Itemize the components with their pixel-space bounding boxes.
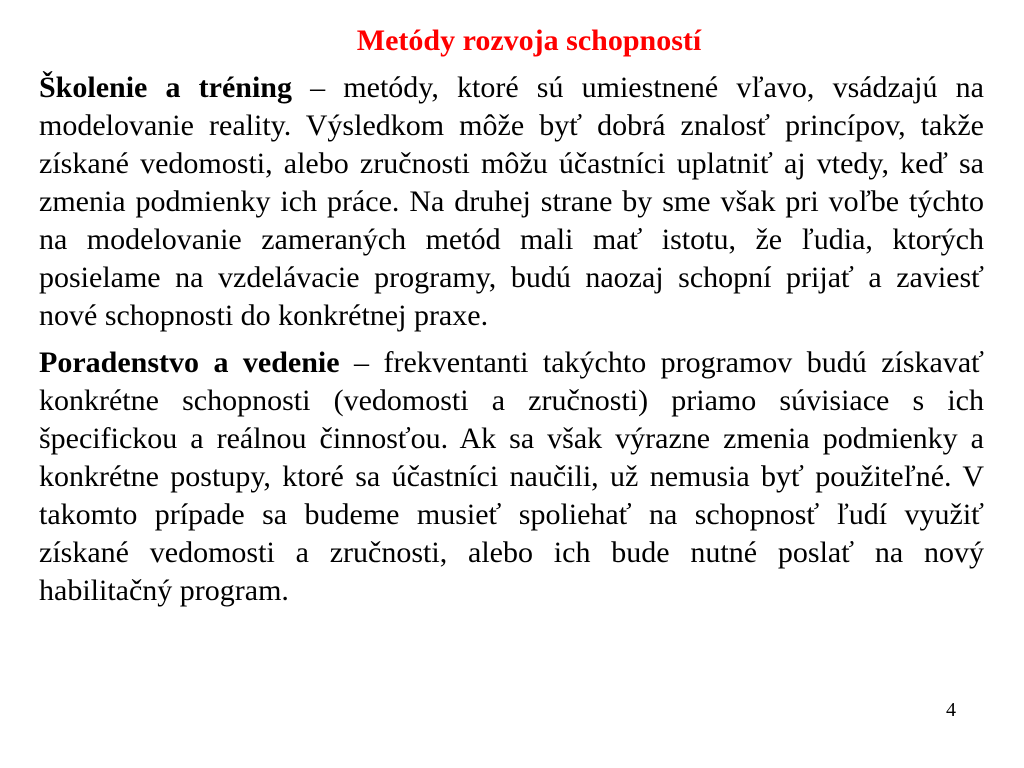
term-training: Školenie a tréning <box>39 71 292 104</box>
slide-number: 4 <box>946 699 956 721</box>
paragraph-training <box>39 69 984 335</box>
paragraph-counseling <box>39 344 984 610</box>
slide-body <box>39 69 984 619</box>
term-counseling: Poradenstvo a vedenie <box>39 346 340 379</box>
paragraph-training-text: – metódy, ktoré sú umiestnené vľavo, vsádzajú na modelovanie reality. Výsledkom môže byť dobrá znalosť princípov, takže získané vedomosti, alebo zručnosti môžu účastníci uplatniť aj vtedy, keď sa zmenia podmienky ich práce. Na druhej strane by sme však pri voľbe týchto na modelovanie zameraných metód mali mať istotu, že ľudia, ktorých posielame na vzdelávacie programy, budú naozaj schopní prijať a zaviesť nové schopnosti do konkrétnej praxe. <box>39 71 984 332</box>
slide-title: Metódy rozvoja schopností <box>356 24 702 57</box>
paragraph-counseling-text: – frekventanti takýchto programov budú získavať konkrétne schopnosti (vedomosti a zručnosti) priamo súvisiace s ich špecifickou a reálnou činnosťou. Ak sa však výrazne zmenia podmienky a konkrétne postupy, ktoré sa účastníci naučili, už nemusia byť použiteľné. V takomto prípade sa budeme musieť spoliehať na schopnosť ľudí využiť získané vedomosti a zručnosti, alebo ich bude nutné poslať na nový habilitačný program. <box>39 346 985 607</box>
